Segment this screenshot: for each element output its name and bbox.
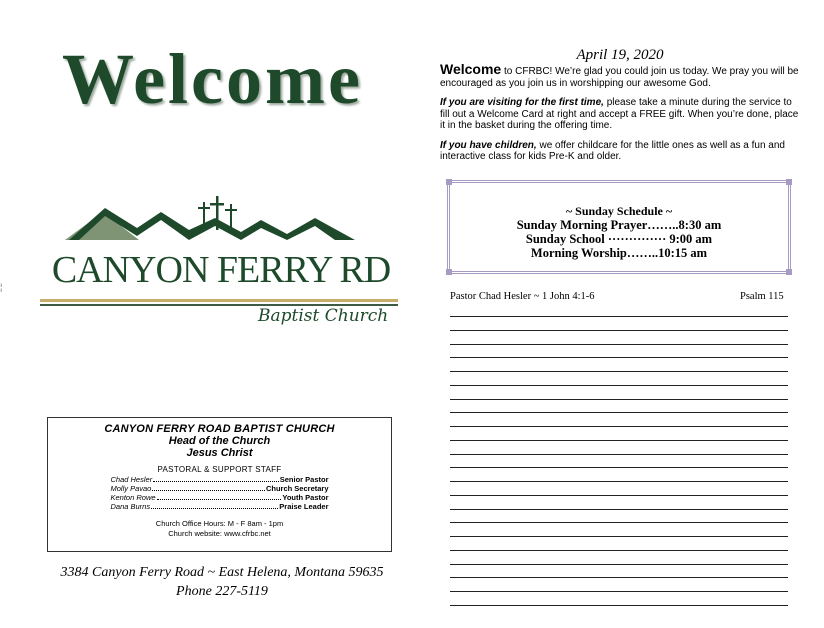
welcome-text: to CFRBC! We’re glad you could join us today. We pray you will be encouraged as you join us in worshipping our awesome God.	[440, 66, 799, 89]
note-line	[450, 385, 788, 399]
logo-crosses	[198, 196, 237, 230]
church-logo-mountains-crosses-icon	[65, 196, 385, 244]
schedule-content	[450, 205, 788, 260]
note-line	[450, 316, 788, 330]
logo-church-name: CANYON FERRY RD	[51, 249, 391, 291]
bulletin-date: April 19, 2020	[576, 47, 664, 63]
note-line	[450, 536, 788, 550]
children-text: we offer childcare for the little ones as well as a fun and interactive class for kids Pre-K and older.	[440, 139, 785, 162]
logo-rule-gold	[40, 299, 398, 302]
staff-name: Dana Burns	[110, 502, 151, 511]
note-line	[450, 591, 788, 605]
visiting-lead: If you are visiting for the first time,	[440, 97, 604, 108]
note-line	[450, 467, 788, 481]
visiting-paragraph	[440, 97, 802, 132]
note-line	[450, 522, 788, 536]
note-line	[450, 330, 788, 344]
note-line	[450, 495, 788, 509]
head-of-church-label: Head of the Church	[168, 435, 271, 447]
schedule-row: Morning Worship……..10:15 am	[530, 246, 708, 260]
frame-corner	[446, 269, 452, 275]
sermon-psalm: Psalm 115	[740, 291, 784, 302]
staff-row	[111, 484, 329, 493]
frame-corner	[446, 179, 452, 185]
welcome-title: Welcome	[62, 39, 363, 119]
intro-paragraphs	[440, 61, 802, 171]
staff-role: Youth Pastor	[282, 493, 329, 502]
children-lead: If you have children,	[440, 139, 537, 151]
note-line	[450, 509, 788, 523]
note-line	[450, 550, 788, 564]
staff-role: Church Secretary	[265, 484, 329, 493]
church-phone: Phone 227-5119	[176, 584, 268, 599]
page-edge-mark: ¦	[0, 282, 3, 292]
staff-name: Kenton Rowe	[110, 493, 156, 502]
note-line	[450, 481, 788, 495]
staff-list	[111, 475, 329, 511]
staff-row	[111, 475, 329, 484]
note-line	[450, 440, 788, 454]
staff-role: Praise Leader	[279, 502, 329, 511]
note-line	[450, 357, 788, 371]
staff-row	[111, 502, 329, 511]
staff-dot-leader	[153, 475, 279, 482]
children-paragraph	[440, 140, 802, 163]
sermon-pastor-passage: Pastor Chad Hesler ~ 1 John 4:1-6	[450, 291, 595, 302]
frame-corner	[786, 179, 792, 185]
staff-heading: PASTORAL & SUPPORT STAFF	[157, 465, 282, 474]
sunday-schedule-box	[447, 180, 791, 274]
staff-dot-leader	[152, 484, 265, 491]
note-line	[450, 454, 788, 468]
staff-church-name: CANYON FERRY ROAD BAPTIST CHURCH	[104, 423, 335, 435]
sermon-notes-lines	[450, 316, 788, 619]
schedule-row: Sunday School ·············· 9:00 am	[525, 232, 713, 246]
staff-row	[111, 493, 329, 502]
church-website: Church website: www.cfrbc.net	[168, 529, 271, 538]
logo-subtitle: Baptist Church	[258, 306, 389, 326]
jesus-christ-label: Jesus Christ	[186, 447, 253, 459]
schedule-row: Sunday Morning Prayer……..8:30 am	[516, 218, 722, 232]
note-line	[450, 344, 788, 358]
note-line	[450, 412, 788, 426]
frame-corner	[786, 269, 792, 275]
staff-dot-leader	[157, 493, 282, 500]
staff-name: Chad Hesler	[110, 475, 153, 484]
note-line	[450, 371, 788, 385]
note-line	[450, 577, 788, 591]
staff-dot-leader	[151, 502, 278, 509]
note-line	[450, 399, 788, 413]
schedule-title: ~ Sunday Schedule ~	[565, 204, 673, 218]
staff-name: Molly Pavao	[110, 484, 152, 493]
staff-role: Senior Pastor	[279, 475, 329, 484]
staff-info-box	[47, 417, 392, 552]
note-line	[450, 605, 788, 619]
visiting-text: please take a minute during the service to fill out a Welcome Card at right and accept a FREE gift. When you’re done, place it in the basket during the offering time.	[440, 97, 799, 131]
church-address: 3384 Canyon Ferry Road ~ East Helena, Montana 59635	[60, 565, 384, 580]
welcome-word: Welcome	[440, 61, 502, 77]
welcome-paragraph	[440, 61, 802, 89]
note-line	[450, 564, 788, 578]
note-line	[450, 426, 788, 440]
office-hours: Church Office Hours: M - F 8am - 1pm	[155, 519, 284, 528]
